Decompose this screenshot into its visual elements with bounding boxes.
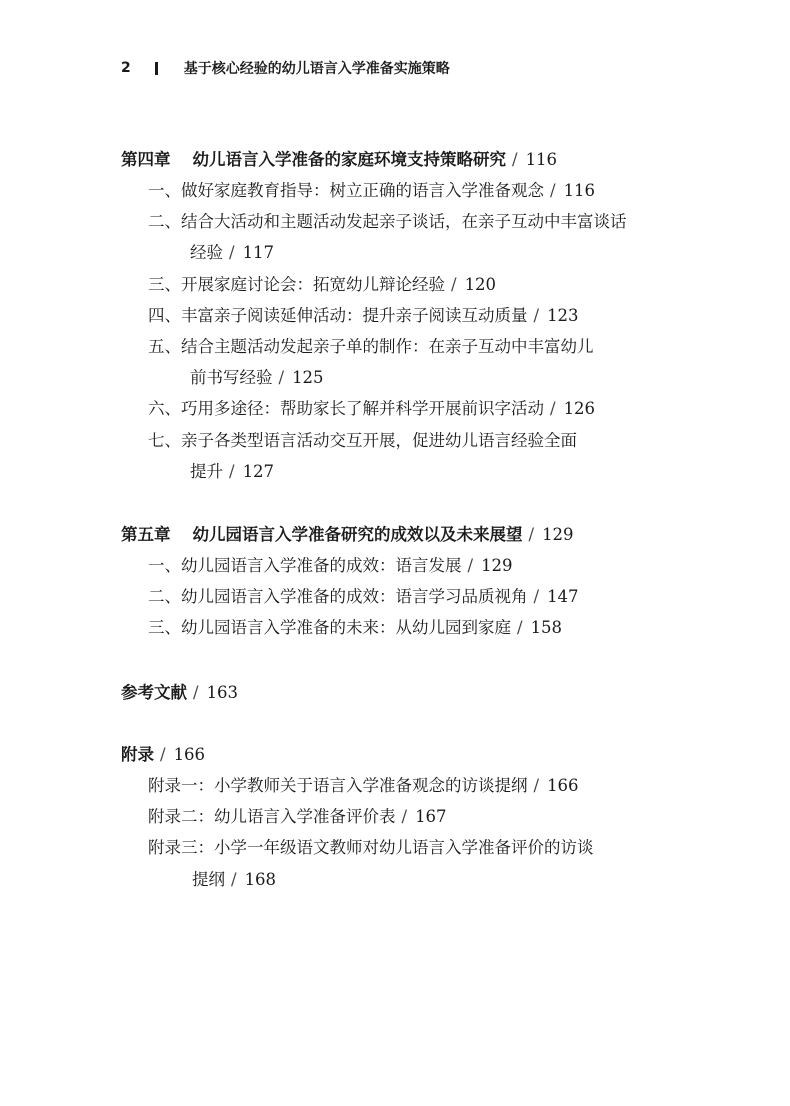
heading-title: 幼儿园语言入学准备研究的成效以及未来展望	[192, 525, 523, 544]
toc-entry[interactable]	[148, 181, 595, 201]
header-book-title: 基于核心经验的幼儿语言入学准备实施策略	[183, 61, 450, 77]
slash: /	[533, 305, 540, 325]
page-number: 129	[481, 556, 513, 575]
toc-entry[interactable]	[148, 212, 627, 232]
page-number: 116	[525, 150, 558, 169]
page-number: 120	[464, 274, 497, 294]
header-divider	[155, 62, 158, 75]
running-header	[121, 58, 450, 78]
entry-text: 提纲	[192, 869, 225, 889]
heading-title: 幼儿语言入学准备的家庭环境支持策略研究	[192, 150, 506, 169]
slash: /	[550, 181, 556, 200]
chapter-label: 第五章	[121, 525, 171, 544]
entry-text: 三、幼儿园语言入学准备的未来：从幼儿园到家庭	[148, 618, 511, 638]
slash: /	[517, 618, 523, 638]
heading-title: 参考文献	[121, 683, 187, 702]
page-number: 158	[530, 618, 563, 638]
toc-entry[interactable]	[148, 618, 562, 638]
slash: /	[512, 150, 518, 169]
page-number: 116	[563, 181, 596, 200]
entry-text: 二、结合大活动和主题活动发起亲子谈话，在亲子互动中丰富谈话	[148, 212, 627, 232]
slash: /	[231, 869, 237, 889]
slash: /	[550, 399, 556, 419]
slash: /	[451, 274, 457, 294]
slash: /	[533, 776, 540, 795]
entry-text: 提升	[190, 461, 223, 481]
slash: /	[229, 461, 235, 481]
entry-text: 前书写经验	[190, 368, 273, 388]
toc-entry[interactable]	[148, 838, 594, 858]
toc-entry[interactable]	[148, 337, 594, 357]
entry-text: 附录三：小学一年级语文教师对幼儿语言入学准备评价的访谈	[148, 838, 594, 858]
chapter-label: 第四章	[121, 150, 171, 169]
toc-entry[interactable]	[148, 556, 513, 576]
heading-title: 附录	[121, 745, 154, 764]
toc-entry[interactable]	[190, 368, 324, 388]
entry-text: 附录一：小学教师关于语言入学准备观念的访谈提纲	[148, 776, 528, 795]
toc-entry[interactable]	[148, 399, 595, 419]
page-number: 168	[244, 869, 277, 889]
page-number: 127	[242, 461, 275, 481]
entry-text: 四、丰富亲子阅读延伸活动：提升亲子阅读互动质量	[148, 305, 528, 325]
toc-entry[interactable]	[148, 587, 579, 607]
page-number: 167	[415, 807, 447, 827]
entry-text: 一、做好家庭教育指导：树立正确的语言入学准备观念	[148, 181, 544, 200]
page-number: 147	[547, 587, 579, 607]
toc-entry[interactable]	[148, 306, 579, 326]
toc-entry[interactable]	[190, 243, 274, 263]
toc-entry[interactable]	[148, 275, 496, 295]
page-number: 163	[206, 683, 239, 702]
toc-entry[interactable]	[148, 431, 577, 451]
toc-entry[interactable]	[192, 870, 276, 890]
entry-text: 五、结合主题活动发起亲子单的制作：在亲子互动中丰富幼儿	[148, 337, 594, 356]
entry-text: 一、幼儿园语言入学准备的成效：语言发展	[148, 556, 462, 575]
entry-text: 二、幼儿园语言入学准备的成效：语言学习品质视角	[148, 587, 528, 607]
toc-entry[interactable]	[148, 776, 579, 796]
slash: /	[401, 807, 408, 827]
page-number: 126	[563, 399, 596, 419]
slash: /	[528, 525, 535, 544]
toc-heading-references[interactable]	[121, 683, 238, 703]
page-number: 117	[242, 243, 275, 263]
entry-text: 六、巧用多途径：帮助家长了解并科学开展前识字活动	[148, 399, 544, 419]
page-number: 125	[292, 368, 324, 388]
header-page-number: 2	[121, 60, 131, 76]
toc-heading-chapter4[interactable]	[121, 150, 557, 170]
slash: /	[193, 683, 199, 702]
slash: /	[229, 243, 235, 263]
entry-text: 附录二：幼儿语言入学准备评价表	[148, 807, 396, 827]
toc-entry[interactable]	[190, 462, 274, 482]
page-number: 123	[547, 305, 579, 325]
entry-text: 七、亲子各类型语言活动交互开展，促进幼儿语言经验全面	[148, 430, 577, 450]
page-number: 166	[547, 776, 579, 795]
slash: /	[160, 745, 166, 764]
slash: /	[533, 587, 540, 607]
slash: /	[278, 368, 285, 388]
page-number: 166	[173, 745, 206, 764]
entry-text: 三、开展家庭讨论会：拓宽幼儿辩论经验	[148, 274, 445, 294]
toc-entry[interactable]	[148, 807, 447, 827]
slash: /	[467, 556, 474, 575]
entry-text: 经验	[190, 243, 223, 263]
toc-heading-chapter5[interactable]	[121, 525, 574, 545]
toc-heading-appendix[interactable]	[121, 745, 205, 765]
page-number: 129	[542, 525, 574, 544]
